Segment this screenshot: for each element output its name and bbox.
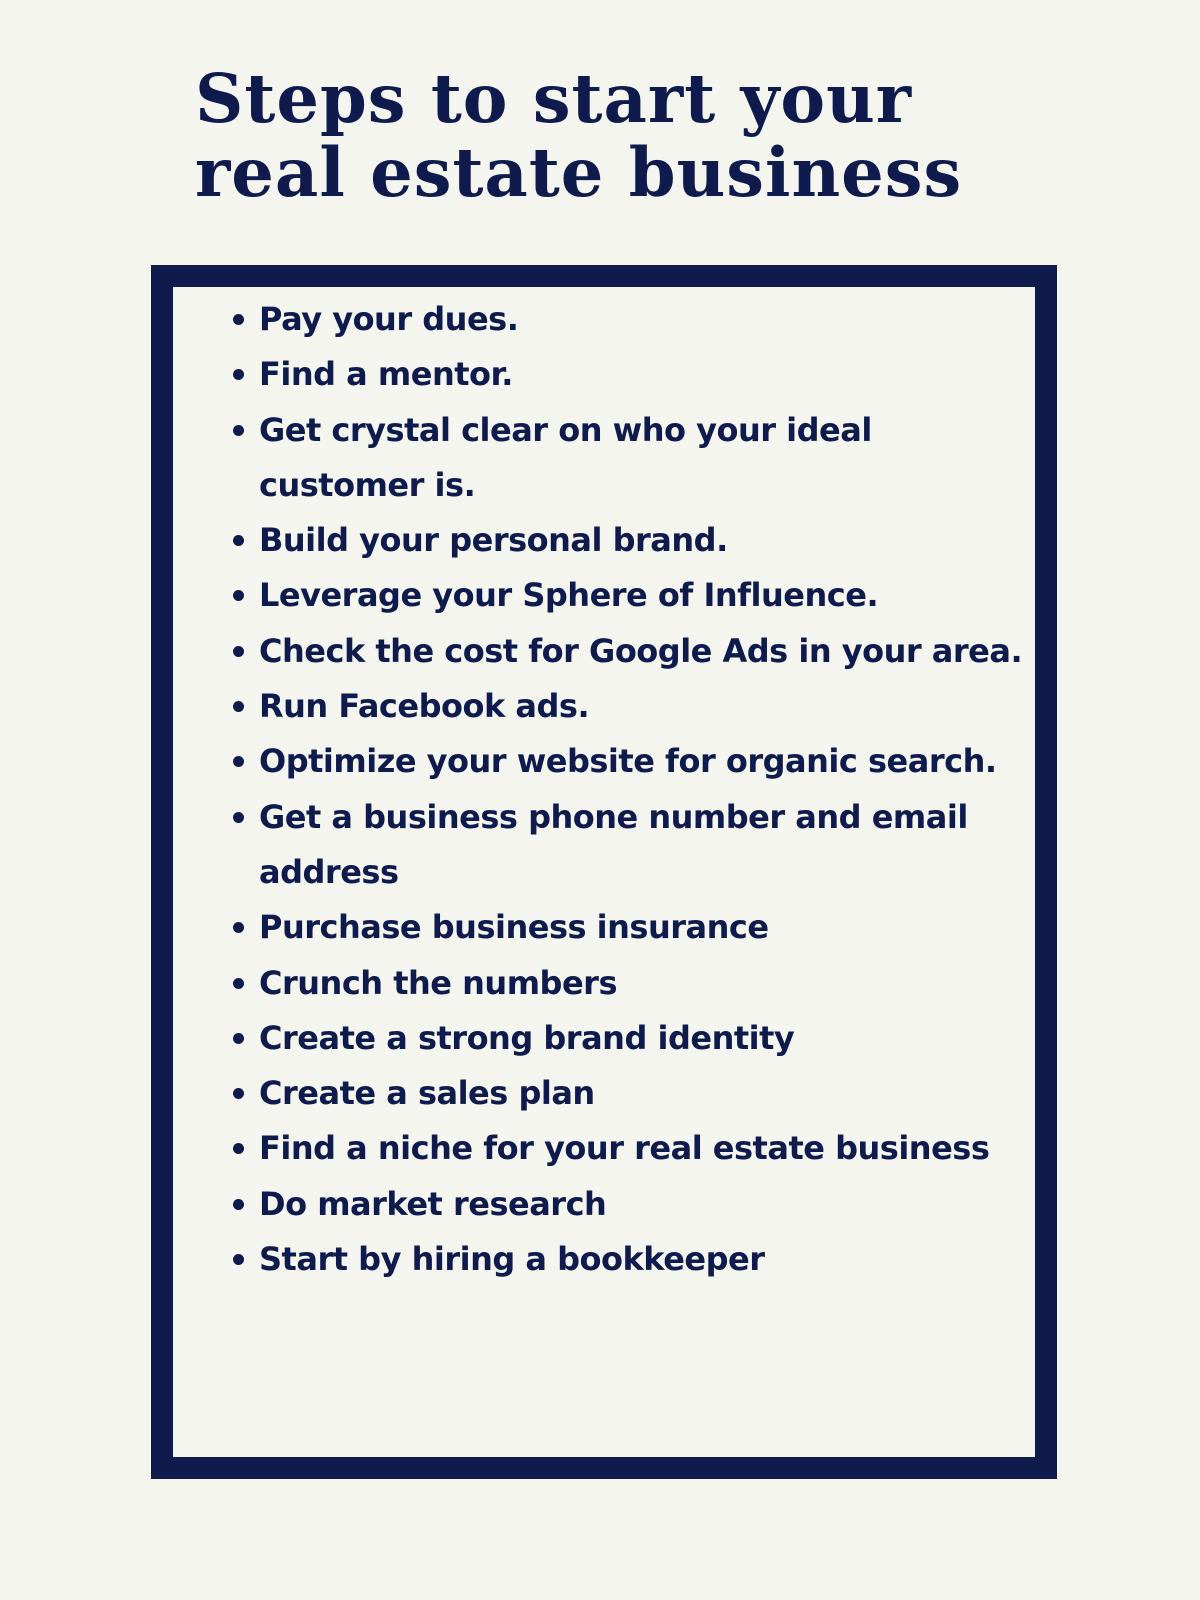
step-text: Get crystal clear on who your ideal customer is. xyxy=(259,410,872,504)
list-item xyxy=(231,292,1041,347)
list-item xyxy=(231,956,1041,1011)
list-item xyxy=(231,347,1041,402)
step-text: Find a niche for your real estate business xyxy=(259,1129,990,1168)
step-text: Build your personal brand. xyxy=(259,521,728,560)
bullet-icon xyxy=(233,812,244,823)
list-item xyxy=(231,734,1041,789)
bullet-icon xyxy=(233,369,244,380)
bullet-icon xyxy=(233,1254,244,1265)
step-text: Run Facebook ads. xyxy=(259,687,590,726)
step-text: Check the cost for Google Ads in your area. xyxy=(259,631,1023,670)
list-item xyxy=(231,624,1041,679)
bullet-icon xyxy=(233,425,244,436)
list-item xyxy=(231,1177,1041,1232)
bullet-icon xyxy=(233,922,244,933)
bullet-icon xyxy=(233,535,244,546)
step-text: Leverage your Sphere of Influence. xyxy=(259,576,879,615)
step-text: Optimize your website for organic search. xyxy=(259,742,997,781)
list-item xyxy=(231,1121,1041,1176)
bullet-icon xyxy=(233,978,244,989)
step-text: Find a mentor. xyxy=(259,355,513,394)
bullet-icon xyxy=(233,701,244,712)
list-item xyxy=(231,568,1041,623)
title-line-1: Steps to start your xyxy=(195,59,913,138)
list-item xyxy=(231,513,1041,568)
bullet-icon xyxy=(233,1088,244,1099)
list-item xyxy=(231,790,1041,901)
steps-frame xyxy=(151,265,1057,1479)
step-text: Purchase business insurance xyxy=(259,908,769,947)
step-text: Pay your dues. xyxy=(259,300,519,338)
list-item xyxy=(231,900,1041,955)
bullet-icon xyxy=(233,1033,244,1044)
list-item xyxy=(231,679,1041,734)
list-item xyxy=(231,403,1041,514)
bullet-icon xyxy=(233,590,244,601)
bullet-icon xyxy=(233,646,244,657)
bullet-icon xyxy=(233,1199,244,1210)
bullet-icon xyxy=(233,1143,244,1154)
step-text: Get a business phone number and email address xyxy=(259,797,968,891)
step-text: Crunch the numbers xyxy=(259,963,617,1002)
page-title xyxy=(195,59,1155,212)
bullet-icon xyxy=(233,314,244,325)
list-item xyxy=(231,1066,1041,1121)
list-item xyxy=(231,1232,1041,1287)
step-text: Do market research xyxy=(259,1184,607,1223)
step-text: Create a strong brand identity xyxy=(259,1018,795,1057)
step-text: Create a sales plan xyxy=(259,1074,595,1113)
bullet-icon xyxy=(233,756,244,767)
steps-list xyxy=(231,292,1041,1287)
list-item xyxy=(231,1011,1041,1066)
step-text: Start by hiring a bookkeeper xyxy=(259,1240,765,1279)
title-line-2: real estate business xyxy=(195,133,963,212)
